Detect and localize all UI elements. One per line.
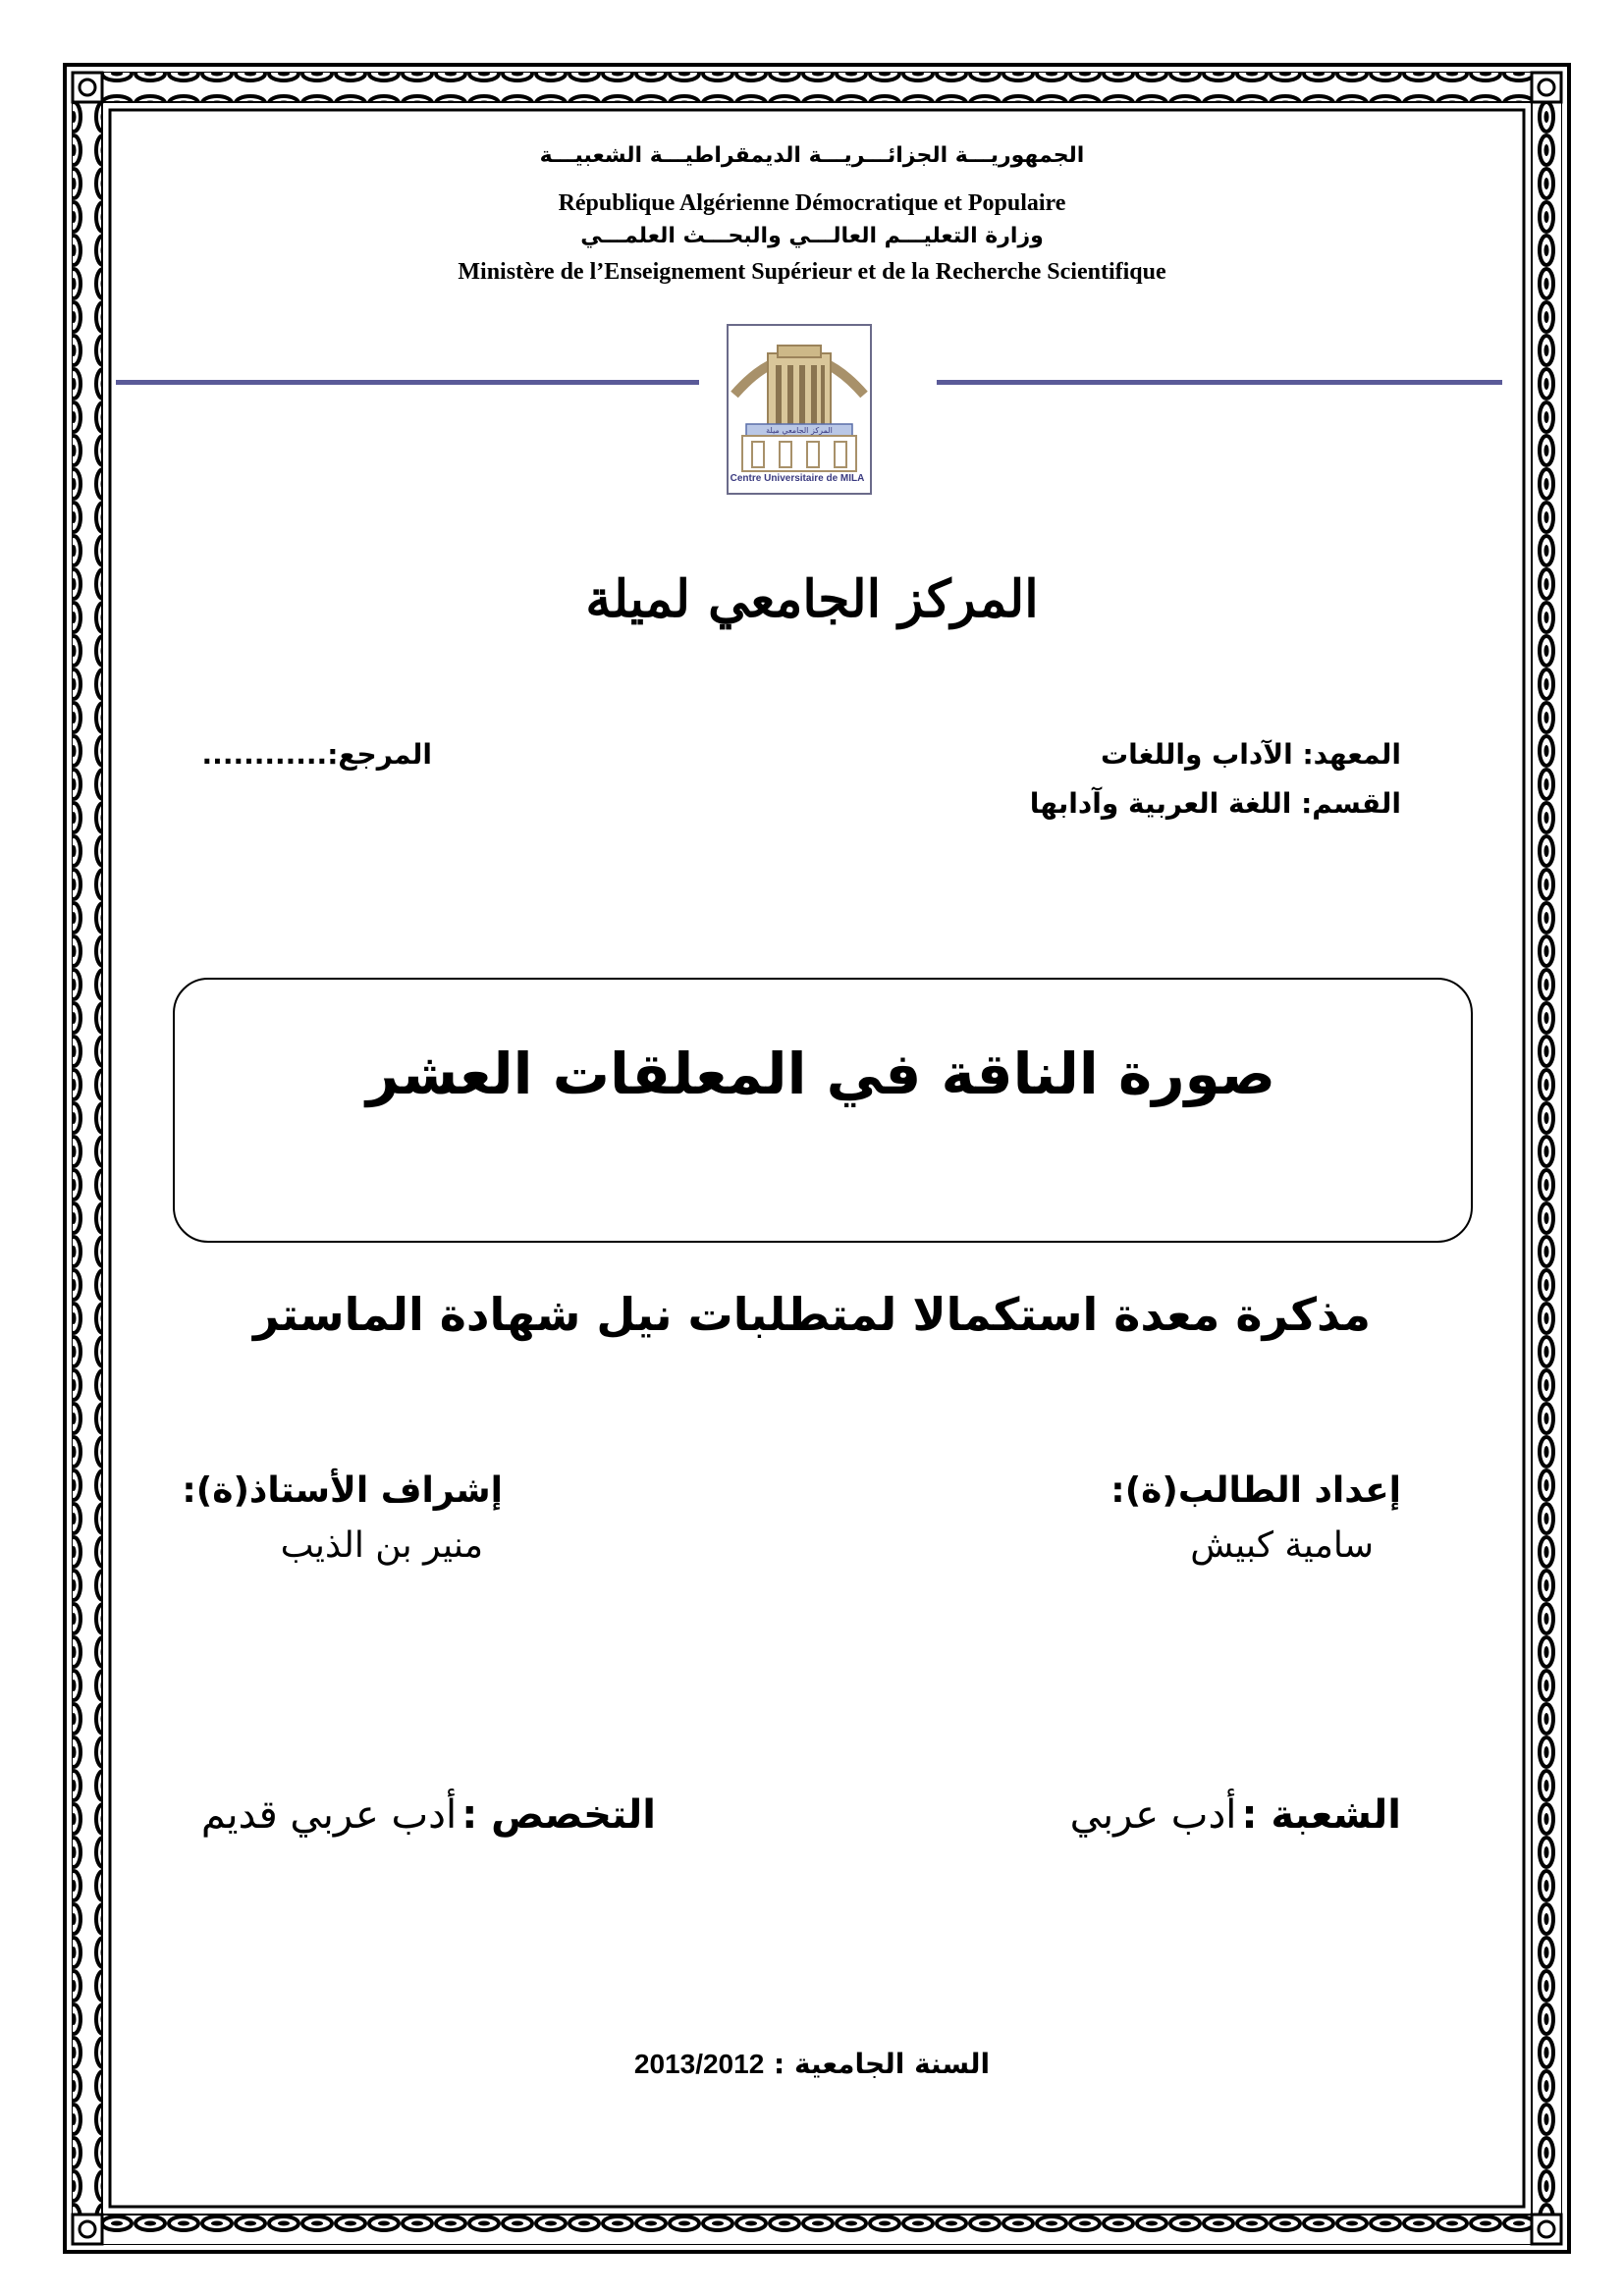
branch-label: الشعبة : — [1241, 1792, 1401, 1838]
department-line: القسم: اللغة العربية وآدابها — [1029, 787, 1401, 820]
academic-year-value: 2013/2012 — [633, 2049, 765, 2079]
branch-value: أدب عربي — [1069, 1792, 1237, 1838]
institute-line: المعهد: الآداب واللغات — [1101, 738, 1401, 771]
specialty-value: أدب عربي قديم — [200, 1792, 458, 1838]
logo-caption: Centre Universitaire de MILA — [730, 473, 865, 484]
branch-row — [1070, 1792, 1401, 1838]
ministry-arabic: وزارة التعليـــم العالـــي والبحـــث العلمـــي — [580, 224, 1044, 248]
header-rule-right — [937, 380, 1502, 385]
student-name: سامية كبيش — [1190, 1525, 1374, 1566]
supervisor-label: إشراف الأستاذ(ة): — [182, 1470, 503, 1511]
specialty-label: التخصص : — [461, 1792, 656, 1838]
specialty-row — [201, 1792, 656, 1838]
header-rule-left — [116, 380, 699, 385]
university-logo — [727, 324, 872, 495]
logo-banner-text: المركز الجامعي ميلة — [766, 426, 833, 435]
academic-year — [0, 2048, 1624, 2080]
supervisor-name: منير بن الذيب — [280, 1525, 483, 1566]
university-center-name: المركز الجامعي لميلة — [585, 569, 1039, 629]
student-label: إعداد الطالب(ة): — [1110, 1470, 1401, 1511]
ministry-french: Ministère de l’Enseignement Supérieur et de la Recherche Scientifique — [458, 259, 1166, 285]
republic-arabic: الجمهوريـــة الجزائـــريـــة الديمقراطيـــة الشعبيـــة — [539, 143, 1085, 168]
republic-french: République Algérienne Démocratique et Populaire — [558, 190, 1066, 216]
reference-line: المرجع:............ — [201, 738, 432, 771]
thesis-title: صورة الناقة في المعلقات العشر — [366, 1041, 1275, 1107]
academic-year-label: السنة الجامعية : — [774, 2048, 991, 2080]
memo-subtitle: مذكرة معدة استكمالا لمتطلبات نيل شهادة الماستر — [252, 1288, 1371, 1341]
title-frame — [173, 978, 1473, 1243]
